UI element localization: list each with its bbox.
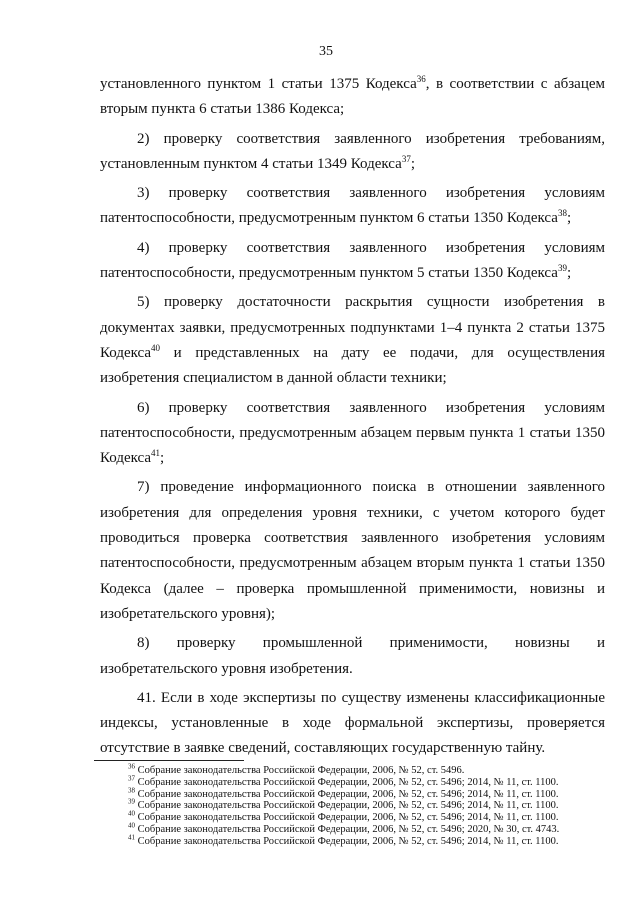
paragraph-item-6 <box>100 396 605 472</box>
footnote-reference: 39 <box>557 263 567 274</box>
footnote-number: 40 <box>128 809 135 818</box>
footnote <box>128 797 608 812</box>
footnote <box>128 821 608 836</box>
footnote-text: Собрание законодательства Российской Федерации, 2006, № 52, ст. 5496; 2014, № 11, ст. 1100. <box>137 788 559 800</box>
footnote-number: 37 <box>128 774 135 783</box>
paragraph-text: 4) проверку соответствия заявленного изобретения условиям патентоспособности, предусмотренным пунктом 5 статьи 1350 Кодекса <box>100 239 605 282</box>
paragraph-text: ; <box>160 450 165 467</box>
footnote-reference: 41 <box>151 448 161 459</box>
footnote-number: 38 <box>128 786 135 795</box>
footnote-text: Собрание законодательства Российской Федерации, 2006, № 52, ст. 5496. <box>137 765 465 776</box>
paragraph-text: 8) проверку промышленной применимости, новизны и изобретательского уровня изобретения. <box>100 635 605 677</box>
paragraph-text: ; <box>566 210 572 227</box>
footnote-number: 36 <box>128 762 135 771</box>
paragraph-text: установленного пунктом 1 статьи 1375 Кодекса <box>100 76 417 92</box>
paragraph-item-8 <box>100 631 605 682</box>
footnote-reference: 36 <box>416 74 426 84</box>
footnote-text: Собрание законодательства Российской Федерации, 2006, № 52, ст. 5496; 2014, № 11, ст. 1100. <box>137 800 559 812</box>
paragraph-item-5 <box>100 290 605 391</box>
footnote-reference: 38 <box>557 208 567 219</box>
footnote-text: Собрание законодательства Российской Федерации, 2006, № 52, ст. 5496; 2014, № 11, ст. 1100. <box>137 835 559 847</box>
paragraph-text: 2) проверку соответствия заявленного изобретения требованиям, установленным пунктом 4 статьи 1349 Кодекса <box>100 130 605 172</box>
paragraph-text: 6) проверку соответствия заявленного изобретения условиям патентоспособности, предусмотренным абзацем первым пункта 1 статьи 1350 Кодекса <box>100 399 605 467</box>
paragraph-text: 7) проведение информационного поиска в отношении заявленного изобретения для определения уровня техники, с учетом которого будет проводиться проверка соответствия заявленного изобретения условиям патентоспособности, предусмотренным абзацем вторым пункта 1 статьи 1350 Кодекса (далее – проверка промышленной применимости, новизны и изобретательского уровня); <box>100 479 605 622</box>
footnote <box>128 786 608 801</box>
paragraph-item-2 <box>100 127 605 178</box>
footnote <box>128 833 608 848</box>
body-text <box>100 72 605 762</box>
footnotes <box>128 762 608 848</box>
paragraph-item-3 <box>100 181 605 232</box>
paragraph-item-4 <box>100 236 605 287</box>
footnote-reference: 40 <box>151 342 161 353</box>
paragraph-item-7 <box>100 475 605 627</box>
paragraph-clause-41 <box>100 686 605 762</box>
footnote <box>128 809 608 824</box>
footnote <box>128 762 608 777</box>
footnote-text: Собрание законодательства Российской Федерации, 2006, № 52, ст. 5496; 2014, № 11, ст. 1100. <box>137 812 559 824</box>
footnote-number: 40 <box>128 821 135 830</box>
footnote-text: Собрание законодательства Российской Федерации, 2006, № 52, ст. 5496; 2014, № 11, ст. 1100. <box>137 776 559 788</box>
footnote-text: Собрание законодательства Российской Федерации, 2006, № 52, ст. 5496; 2020, № 30, ст. 4743. <box>137 823 560 835</box>
paragraph-text: 3) проверку соответствия заявленного изобретения условиям патентоспособности, предусмотренным пунктом 6 статьи 1350 Кодекса <box>100 185 605 227</box>
footnote-reference: 37 <box>401 153 411 164</box>
footnote-number: 41 <box>128 833 135 842</box>
footnote-separator <box>94 760 244 761</box>
paragraph-text: 41. Если в ходе экспертизы по существу изменены классификационные индексы, установленные в ходе формальной экспертизы, проверяется отсутствие в заявке сведений, составляющих государственную тайну. <box>100 689 605 757</box>
paragraph-text: 5) проверку достаточности раскрытия сущности изобретения в документах заявки, предусмотренных подпунктами 1–4 пункта 2 статьи 1375 Кодекса <box>100 294 605 361</box>
paragraph-text: , в соответствии с абзацем вторым пункта 6 статьи 1386 Кодекса; <box>100 76 605 118</box>
footnote <box>128 774 608 789</box>
paragraph-text: и представленных на дату ее подачи, для осуществления изобретения специалистом в данной области техники; <box>100 344 605 387</box>
footnote-number: 39 <box>128 797 135 806</box>
page-number: 35 <box>319 44 333 59</box>
paragraph-continuation <box>100 72 605 123</box>
paragraph-text: ; <box>410 155 415 172</box>
paragraph-text: ; <box>566 265 572 282</box>
